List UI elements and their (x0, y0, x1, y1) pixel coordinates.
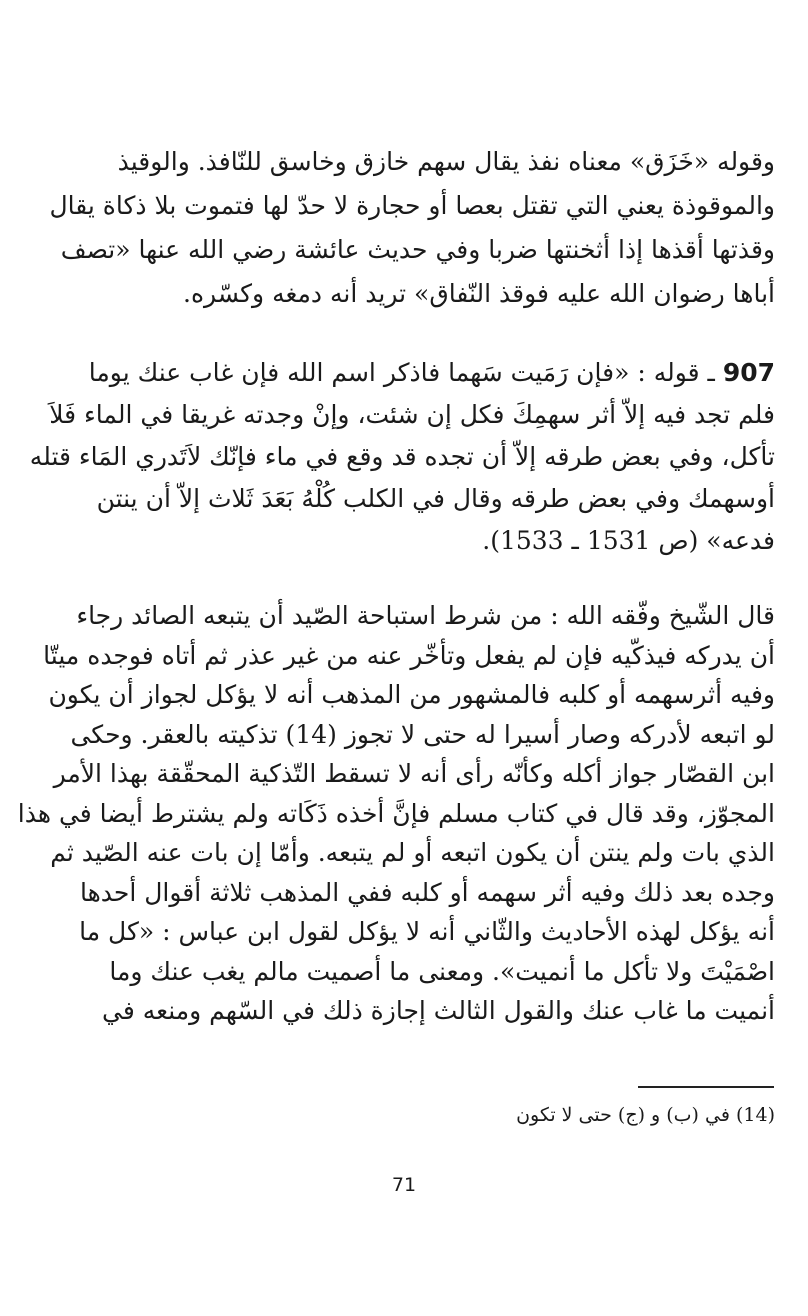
footnote-divider (638, 1086, 774, 1088)
paragraph-line: ابن القصّار جواز أكله وكأنّه رأى أنه لا تسقط التّذكية المحقّقة بهذا الأمر (53, 759, 775, 788)
paragraph-line: فلم تجد فيه إلاّ أثر سهمِكَ فكل إن شئت، وإنْ وجدته غريقا في الماء فَلاَ (49, 400, 775, 429)
paragraph-line: لو اتبعه لأدركه وصار أسيرا له حتى لا تجوز (14) تذكيته بالعقر. وحكى (70, 719, 775, 749)
paragraph-1 (49, 140, 775, 316)
paragraph-line: المجوّز، وقد قال في كتاب مسلم فإنَّ أخذه ذَكَاته ولم يشترط أيضا في هذا (17, 798, 775, 828)
paragraph-line: اصْمَيْتَ ولا تأكل ما أنميت». ومعنى ما أصميت مالم يغب عنك وما (109, 956, 775, 986)
hadith-number: 907 (722, 358, 775, 387)
paragraph-line: وفيه أثرسهمه أو كلبه فالمشهور من المذهب أنه لا يؤكل لجواز أن يكون (48, 680, 775, 709)
paragraph-line: تأكل، وفي بعض طرقه إلاّ أن تجده قد وقع في ماء فإنّك لاَتَدري المَاء قتله (29, 442, 775, 471)
paragraph-line: والموقوذة يعني التي تقتل بعصا أو حجارة لا حدّ لها فتموت بلا ذكاة يقال (49, 191, 775, 220)
paragraph-line: أنه يؤكل لهذه الأحاديث والثّاني أنه لا يؤكل لقول ابن عباس : «كل ما (79, 917, 775, 946)
paragraph-line: أن يدركه فيذكّيه فإن لم يفعل وتأخّر عنه من غير عذر ثم أتاه فوجده ميتّا (43, 640, 775, 670)
paragraph-line: وقذتها أقذها إذا أثخنتها ضربا وفي حديث عائشة رضي الله عنها «تصف (60, 235, 775, 264)
paragraph-line: فدعه» (ص 1531 ـ 1533). (482, 526, 775, 555)
paragraph-line: أوسهمك وفي بعض طرقه وقال في الكلب كُلْهُ بَعَدَ ثَلاث إلاّ أن ينتن (96, 484, 775, 513)
paragraph-line (88, 352, 775, 394)
paragraph-line: وجده بعد ذلك وفيه أثر سهمه أو كلبه ففي المذهب ثلاثة أقوال أحدها (80, 877, 775, 907)
paragraph-line: قال الشّيخ وفّقه الله : من شرط استباحة الصّيد أن يتبعه الصائد رجاء (76, 601, 775, 630)
paragraph-line: وقوله «خَزَق» معناه نفذ يقال سهم خازق وخاسق للنّافذ. والوقيذ (117, 147, 775, 176)
paragraph-2 (29, 352, 775, 562)
paragraph-line: أنميت ما غاب عنك والقول الثالث إجازة ذلك في السّهم ومنعه في (102, 996, 775, 1025)
footnote: (14) في (ب) و (ج) حتى لا تكون (516, 1104, 775, 1126)
page-number: 71 (391, 1174, 417, 1196)
paragraph-line: الذي بات ولم ينتن أن يكون اتبعه أو لم يتبعه. وأمّا إن بات عنه الصّيد ثم (50, 838, 775, 867)
paragraph-3 (17, 596, 775, 1031)
paragraph-line-text: ـ قوله : «فإن رَمَيت سَهما فاذكر اسم الله فإن غاب عنك يوما (88, 358, 715, 387)
paragraph-line: أباها رضوان الله عليه فوقذ النّفاق» تريد أنه دمغه وكسّره. (183, 279, 775, 308)
